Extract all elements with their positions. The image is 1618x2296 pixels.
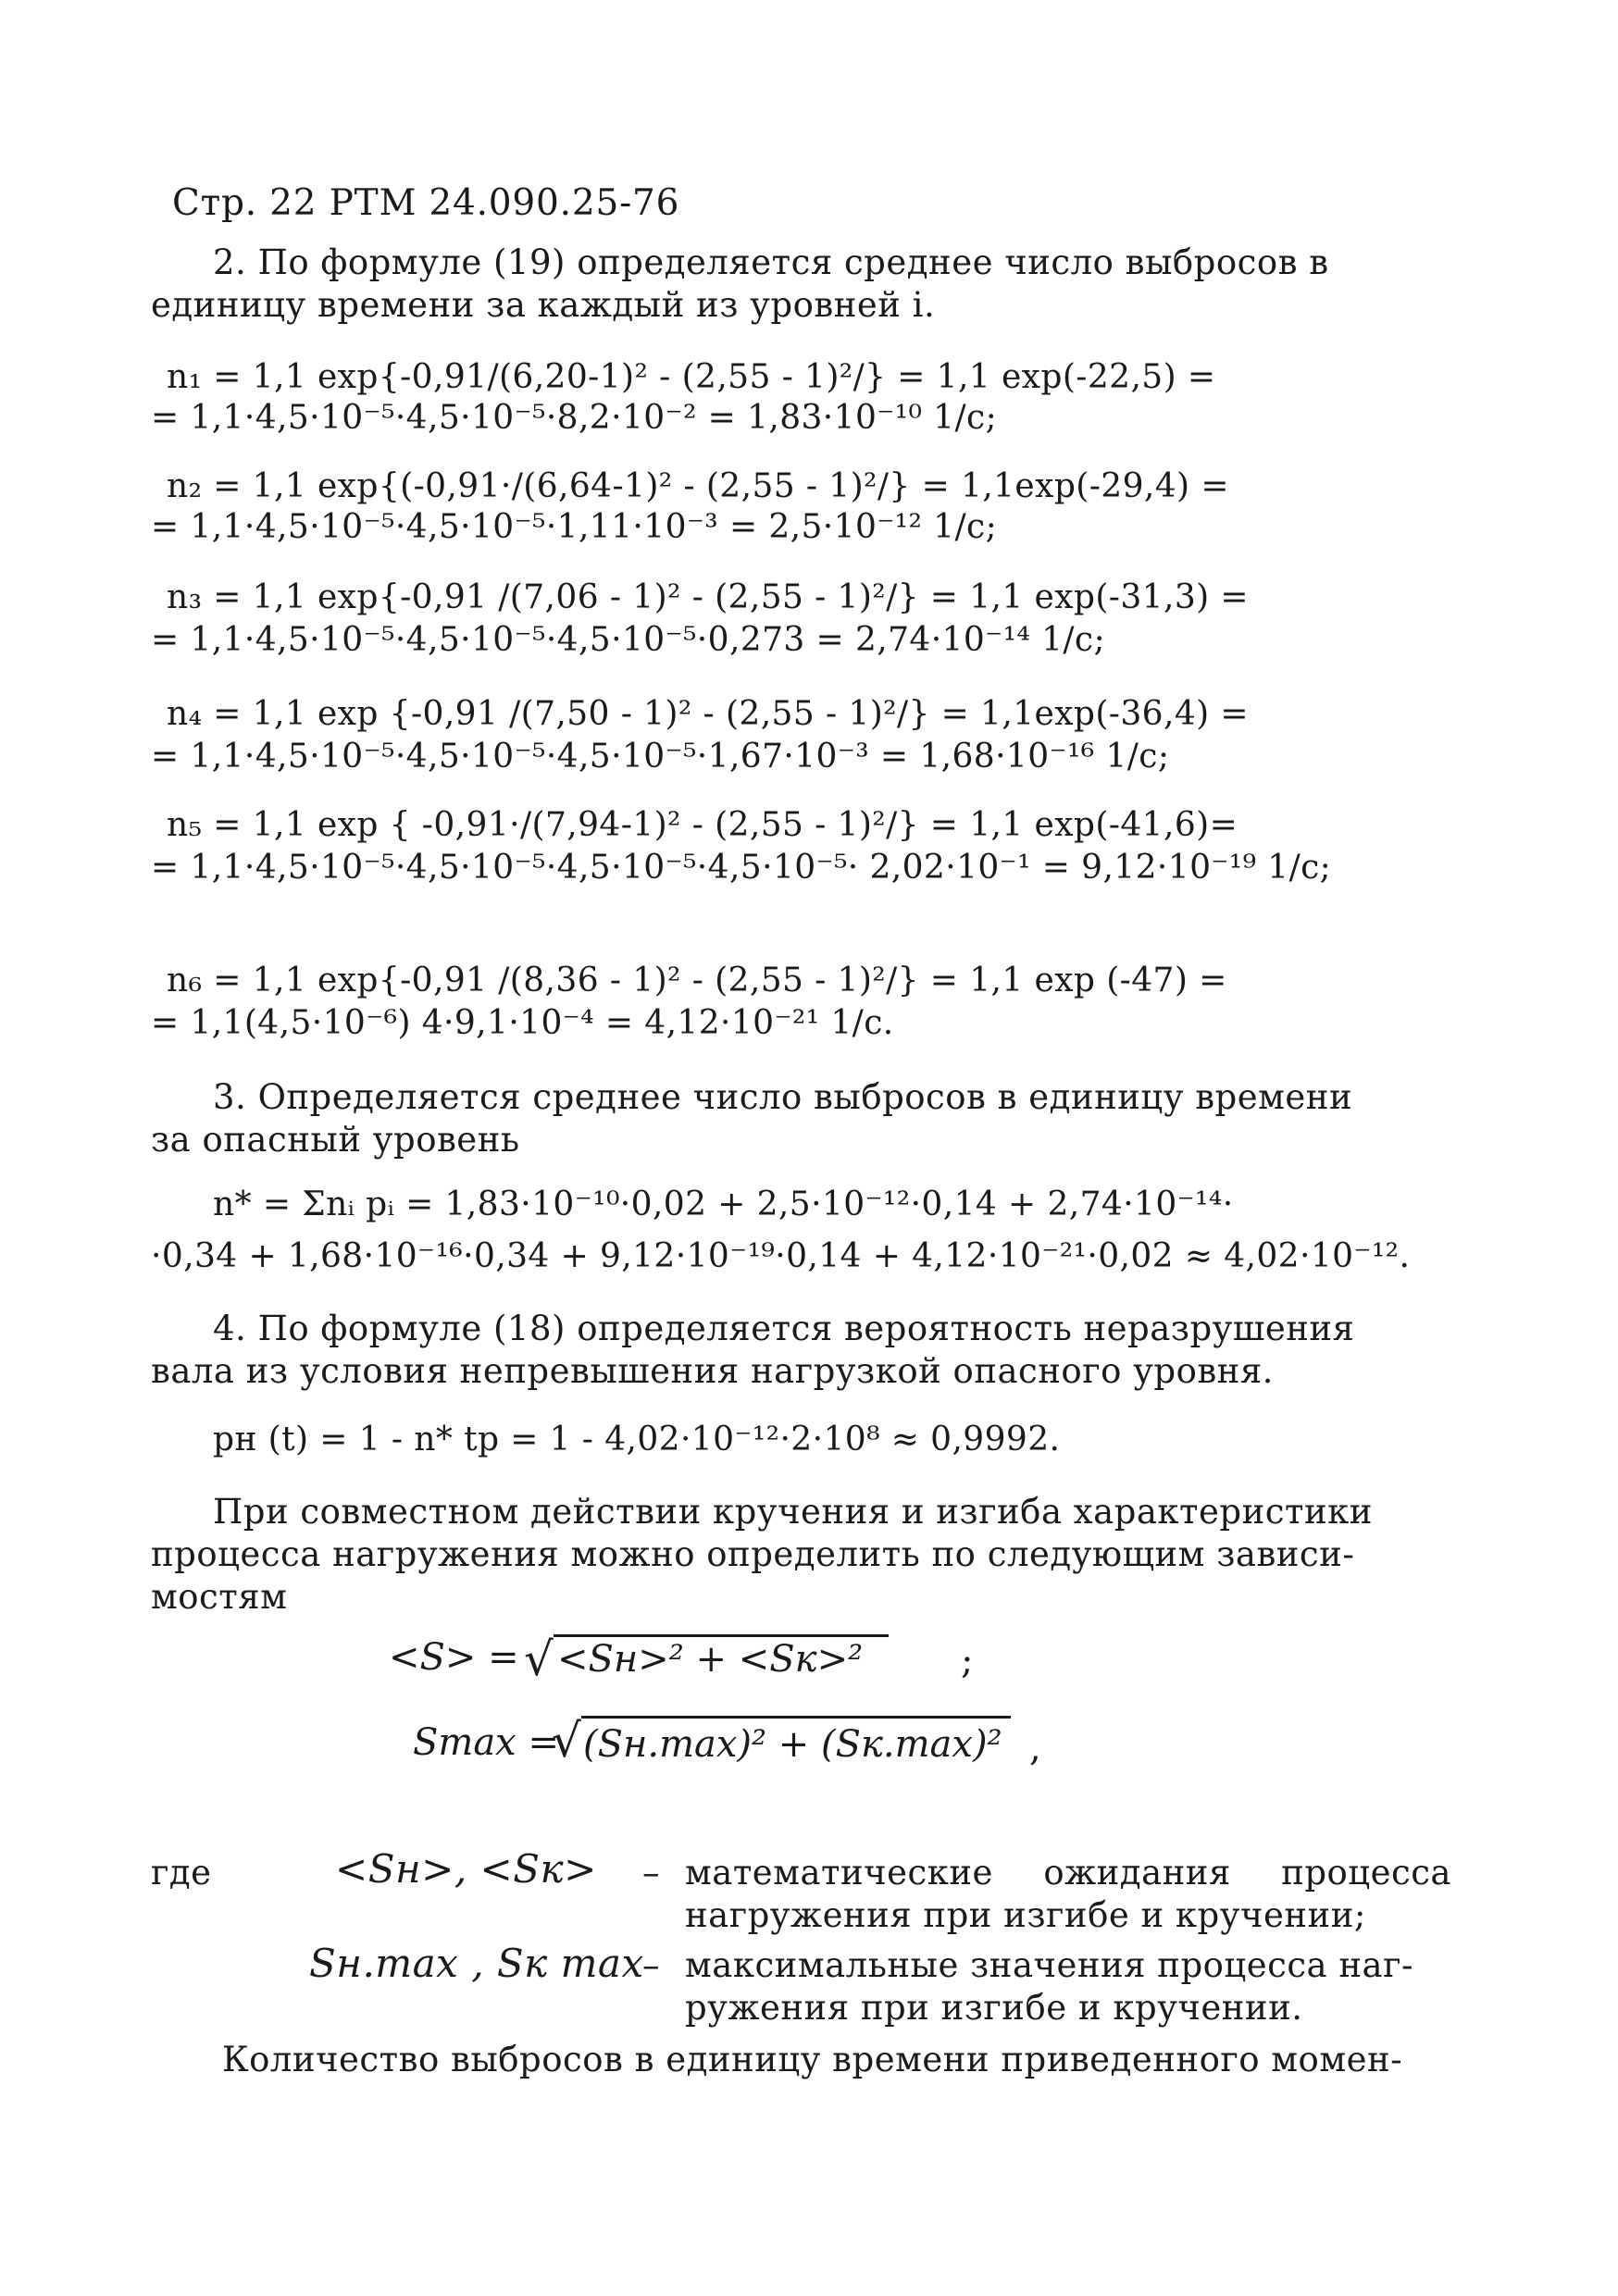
paragraph-line3: мостям [151, 1577, 288, 1617]
paragraph-line1: При совместном действии кручения и изгиба характеристики [213, 1492, 1373, 1532]
formula-nstar-line2: ·0,34 + 1,68·10⁻¹⁶·0,34 + 9,12·10⁻¹⁹·0,14 + 4,12·10⁻²¹·0,02 ≈ 4,02·10⁻¹². [151, 1237, 1411, 1275]
formula-n2-line1: n₂ = 1,1 exp{(-0,91·/(6,64-1)² - (2,55 - 1)²/} = 1,1exp(-29,4) = [167, 467, 1229, 505]
sqrt-sign-icon: √ [524, 1632, 554, 1686]
section4-line2: вала из условия непревышения нагрузкой опасного уровня. [151, 1351, 1274, 1391]
equation-s-mean-tail: ; [961, 1640, 974, 1682]
where-symbol-1: <Sн>, <Sк> [335, 1846, 597, 1892]
formula-n4-line1: n₄ = 1,1 exp {-0,91 /(7,50 - 1)² - (2,55 - 1)²/} = 1,1exp(-36,4) = [167, 695, 1249, 733]
where-desc-1a: математические ожидания процесса [685, 1853, 1451, 1893]
where-symbol-2: Sн.max , Sк max [309, 1941, 644, 1986]
where-desc-2a: максимальные значения процесса наг- [685, 1945, 1413, 1985]
where-dash-2: – [642, 1945, 660, 1985]
formula-n5-line2: = 1,1·4,5·10⁻⁵·4,5·10⁻⁵·4,5·10⁻⁵·4,5·10⁻⁵· 2,02·10⁻¹ = 9,12·10⁻¹⁹ 1/c; [151, 849, 1332, 887]
where-desc-1b: нагружения при изгибе и кручении; [685, 1895, 1366, 1935]
where-dash-1: – [642, 1853, 660, 1893]
where-desc-2b: ружения при изгибе и кручении. [685, 1988, 1303, 2028]
formula-n3-line2: = 1,1·4,5·10⁻⁵·4,5·10⁻⁵·4,5·10⁻⁵·0,273 = 2,74·10⁻¹⁴ 1/c; [151, 621, 1105, 659]
formula-n4-line2: = 1,1·4,5·10⁻⁵·4,5·10⁻⁵·4,5·10⁻⁵·1,67·10⁻³ = 1,68·10⁻¹⁶ 1/c; [151, 738, 1170, 776]
equation-s-max-tail: , [1029, 1727, 1041, 1769]
section4-line1: 4. По формуле (18) определяется вероятность неразрушения [213, 1309, 1355, 1348]
formula-probability: pн (t) = 1 - n* tр = 1 - 4,02·10⁻¹²·2·10⁸ ≈ 0,9992. [213, 1421, 1061, 1458]
equation-s-max-lhs: Smax = [413, 1721, 559, 1764]
page-header: Стр. 22 РТМ 24.090.25-76 [172, 182, 680, 224]
sqrt-sign-icon: √ [552, 1714, 581, 1768]
equation-s-mean-radicand: <Sн>² + <Sк>² [557, 1638, 864, 1681]
where-label: где [151, 1853, 212, 1893]
equation-s-mean-lhs: <S> = [389, 1636, 519, 1679]
sqrt-overbar [581, 1716, 1011, 1719]
formula-n6-line2: = 1,1(4,5·10⁻⁶) 4·9,1·10⁻⁴ = 4,12·10⁻²¹ 1/c. [151, 1004, 894, 1042]
formula-n6-line1: n₆ = 1,1 exp{-0,91 /(8,36 - 1)² - (2,55 - 1)²/} = 1,1 exp (-47) = [167, 962, 1227, 999]
sqrt-overbar [554, 1634, 889, 1637]
section2-line1: 2. По формуле (19) определяется среднее число выбросов в [213, 242, 1329, 282]
formula-nstar-line1: n* = Σnᵢ pᵢ = 1,83·10⁻¹⁰·0,02 + 2,5·10⁻¹²·0,14 + 2,74·10⁻¹⁴· [213, 1185, 1234, 1223]
section3-line1: 3. Определяется среднее число выбросов в единицу времени [213, 1077, 1353, 1117]
section3-line2: за опасный уровень [151, 1120, 520, 1160]
formula-n1-line2: = 1,1·4,5·10⁻⁵·4,5·10⁻⁵·8,2·10⁻² = 1,83·10⁻¹⁰ 1/c; [151, 399, 998, 437]
paragraph-line2: процесса нагружения можно определить по следующим зависи- [151, 1534, 1355, 1574]
formula-n2-line2: = 1,1·4,5·10⁻⁵·4,5·10⁻⁵·1,11·10⁻³ = 2,5·10⁻¹² 1/c; [151, 508, 998, 546]
equation-s-max-radicand: (Sн.max)² + (Sк.max)² [583, 1723, 1002, 1766]
formula-n5-line1: n₅ = 1,1 exp { -0,91·/(7,94-1)² - (2,55 - 1)²/} = 1,1 exp(-41,6)= [167, 806, 1238, 844]
section2-line2: единицу времени за каждый из уровней i. [151, 285, 936, 325]
formula-n3-line1: n₃ = 1,1 exp{-0,91 /(7,06 - 1)² - (2,55 - 1)²/} = 1,1 exp(-31,3) = [167, 578, 1249, 616]
formula-n1-line1: n₁ = 1,1 exp{-0,91/(6,20-1)² - (2,55 - 1)²/} = 1,1 exp(-22,5) = [167, 358, 1216, 396]
last-line: Количество выбросов в единицу времени приведенного момен- [222, 2040, 1403, 2079]
